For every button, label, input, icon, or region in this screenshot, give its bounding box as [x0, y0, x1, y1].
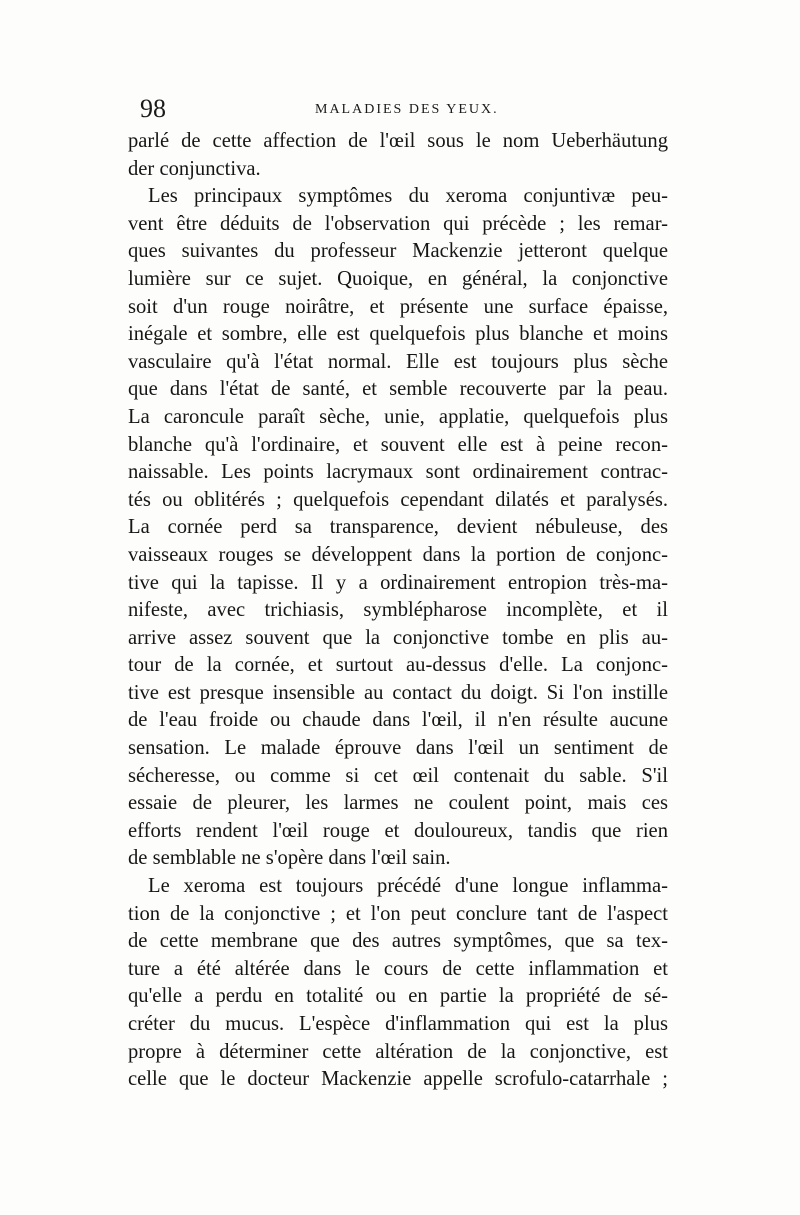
text-line: de semblable ne s'opère dans l'œil sain. — [128, 847, 451, 870]
text-line: tés ou oblitérés ; quelquefois cependant dilatés et paralysés. — [128, 488, 668, 511]
text-line: ture a été altérée dans le cours de cette inflammation et — [128, 957, 668, 980]
text-line: Le xeroma est toujours précédé d'une longue inflamma- — [148, 875, 668, 898]
text-line: tion de la conjonctive ; et l'on peut conclure tant de l'aspect — [128, 902, 668, 925]
text-line: de l'eau froide ou chaude dans l'œil, il n'en résulte aucune — [128, 709, 668, 732]
text-line: sensation. Le malade éprouve dans l'œil un sentiment de — [128, 737, 668, 760]
text-line: arrive assez souvent que la conjonctive tombe en plis au- — [128, 626, 668, 649]
text-line: efforts rendent l'œil rouge et douloureux, tandis que rien — [128, 819, 668, 842]
text-line: Les principaux symptômes du xeroma conjuntivæ peu- — [148, 185, 668, 208]
text-line: parlé de cette affection de l'œil sous le nom Ueberhäutung — [128, 130, 668, 152]
text-line: essaie de pleurer, les larmes ne coulent point, mais ces — [128, 792, 668, 815]
text-line: La cornée perd sa transparence, devient nébuleuse, des — [128, 516, 668, 539]
text-line: naissable. Les points lacrymaux sont ordinairement contrac- — [128, 461, 668, 484]
text-line: propre à déterminer cette altération de la conjonctive, est — [128, 1040, 668, 1063]
text-line: ques suivantes du professeur Mackenzie jetteront quelque — [128, 240, 668, 263]
text-line: der conjunctiva. — [128, 157, 261, 180]
text-line: que dans l'état de santé, et semble recouverte par la peau. — [128, 378, 668, 401]
body-text — [128, 128, 668, 1094]
page-header — [140, 94, 668, 124]
text-line: créter du mucus. L'espèce d'inflammation qui est la plus — [128, 1013, 668, 1035]
text-line: soit d'un rouge noirâtre, et présente une surface épaisse, — [128, 295, 668, 318]
text-line: La caroncule paraît sèche, unie, applatie, quelquefois plus — [128, 405, 668, 428]
text-line: lumière sur ce sujet. Quoique, en général, la conjonctive — [128, 267, 668, 290]
text-line: qu'elle a perdu en totalité ou en partie la propriété de sé- — [128, 985, 668, 1008]
text-line: sécheresse, ou comme si cet œil contenait du sable. S'il — [128, 764, 668, 787]
text-line: vent être déduits de l'observation qui précède ; les remar- — [128, 212, 668, 235]
running-head: MALADIES DES YEUX. — [315, 102, 499, 117]
text-line: tour de la cornée, et surtout au-dessus d'elle. La conjonc- — [128, 654, 668, 677]
text-line: nifeste, avec trichiasis, symblépharose incomplète, et il — [128, 599, 668, 622]
text-line: vaisseaux rouges se développent dans la portion de conjonc- — [128, 543, 668, 566]
page-number: 98 — [140, 94, 166, 123]
text-line: blanche qu'à l'ordinaire, et souvent elle est à peine recon- — [128, 433, 668, 456]
text-line: inégale et sombre, elle est quelquefois plus blanche et moins — [128, 323, 668, 346]
text-line: tive est presque insensible au contact du doigt. Si l'on instille — [128, 681, 668, 704]
text-line: de cette membrane que des autres symptômes, que sa tex- — [128, 930, 668, 953]
text-line: tive qui la tapisse. Il y a ordinairement entropion très-ma- — [128, 571, 668, 594]
text-line: celle que le docteur Mackenzie appelle scrofulo-catarrhale ; — [128, 1068, 668, 1091]
text-line: vasculaire qu'à l'état normal. Elle est toujours plus sèche — [128, 350, 668, 373]
